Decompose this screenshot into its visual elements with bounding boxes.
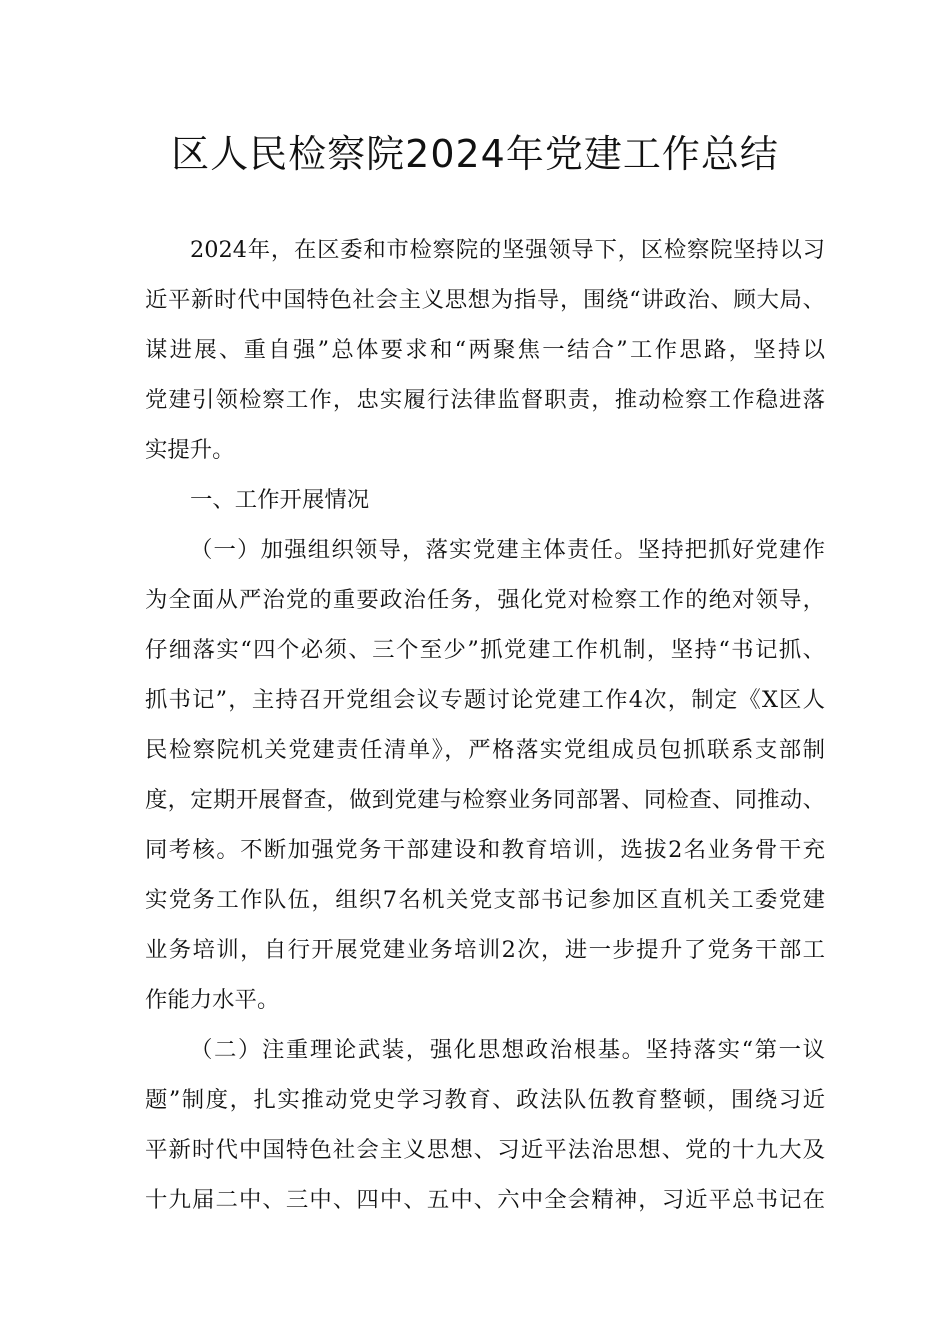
paragraph-line: 党建引领检察工作，忠实履行法律监督职责，推动检察工作稳进落: [145, 387, 825, 413]
paragraph-line: （一）加强组织领导，落实党建主体责任。坚持把抓好党建作: [190, 537, 825, 563]
paragraph-line: 平新时代中国特色社会主义思想、习近平法治思想、党的十九大及: [145, 1137, 825, 1163]
document-title: 区人民检察院2024年党建工作总结: [171, 132, 779, 176]
paragraph-line: 题”制度，扎实推动党史学习教育、政法队伍教育整顿，围绕习近: [145, 1087, 825, 1113]
paragraph-line: 近平新时代中国特色社会主义思想为指导，围绕“讲政治、顾大局、: [145, 287, 825, 313]
paragraph-line: 作能力水平。: [145, 987, 280, 1013]
paragraph-line: 实党务工作队伍，组织7名机关党支部书记参加区直机关工委党建: [145, 887, 825, 913]
paragraph-line: 民检察院机关党建责任清单》，严格落实党组成员包抓联系支部制: [145, 737, 825, 763]
paragraph-line: 同考核。不断加强党务干部建设和教育培训，选拔2名业务骨干充: [145, 837, 825, 863]
paragraph-line: 业务培训，自行开展党建业务培训2次，进一步提升了党务干部工: [145, 937, 825, 963]
paragraph-line: 仔细落实“四个必须、三个至少”抓党建工作机制，坚持“书记抓、: [145, 637, 825, 663]
paragraph-line: 2024年，在区委和市检察院的坚强领导下，区检察院坚持以习: [190, 237, 825, 263]
paragraph-line: 为全面从严治党的重要政治任务，强化党对检察工作的绝对领导，: [145, 587, 825, 613]
paragraph-line: 谋进展、重自强”总体要求和“两聚焦一结合”工作思路，坚持以: [145, 337, 825, 363]
paragraph-line: （二）注重理论武装，强化思想政治根基。坚持落实“第一议: [190, 1037, 825, 1063]
section-heading: 一、工作开展情况: [190, 487, 370, 513]
paragraph-line: 抓书记”，主持召开党组会议专题讨论党建工作4次，制定《X区人: [145, 687, 825, 713]
paragraph-line: 实提升。: [145, 437, 235, 463]
paragraph-line: 十九届二中、三中、四中、五中、六中全会精神，习近平总书记在: [145, 1187, 825, 1213]
paragraph-line: 度，定期开展督查，做到党建与检察业务同部署、同检查、同推动、: [145, 787, 825, 813]
